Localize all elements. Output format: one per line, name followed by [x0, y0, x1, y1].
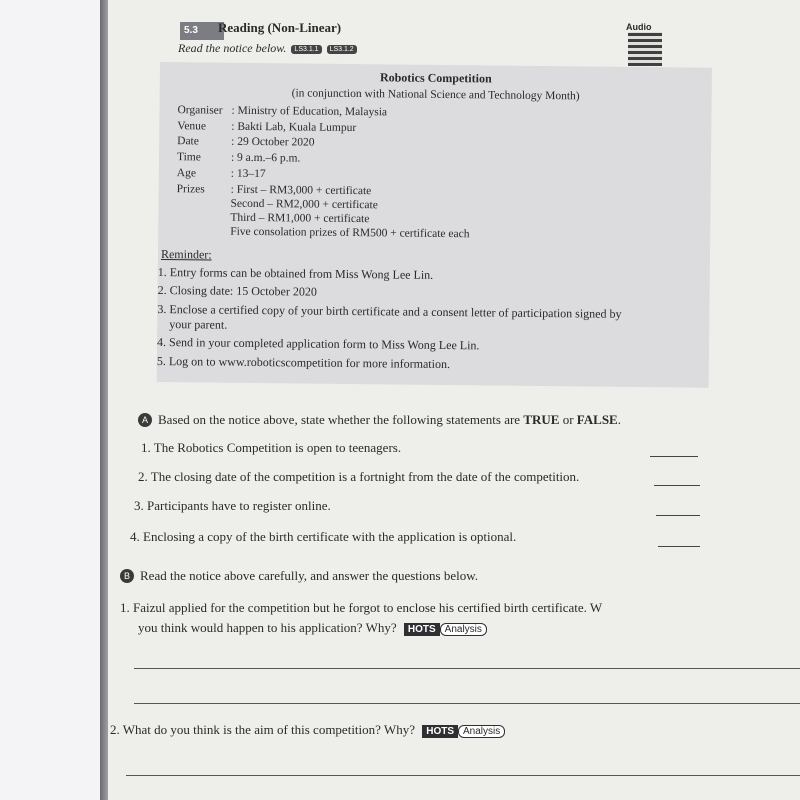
reminder-item: 3. Enclose a certified copy of your birth certificate and a consent letter of participation signed by — [157, 301, 622, 321]
answer-blank[interactable] — [658, 546, 700, 547]
detail-prizes — [177, 183, 372, 197]
notice-subtitle: (in conjunction with National Science and Technology Month) — [291, 87, 580, 103]
question-a1: 1. The Robotics Competition is open to teenagers. — [141, 440, 402, 455]
detail-value: : Ministry of Education, Malaysia — [231, 104, 388, 119]
workbook-page — [108, 0, 800, 800]
qr-code-icon[interactable] — [628, 32, 662, 66]
question-b1-line1: 1. Faizul applied for the competition but he forgot to enclose his certified birth certificate. W — [120, 600, 603, 615]
part-a-instruction: A Based on the notice above, state whether the following statements are TRUE or FALSE. — [138, 412, 621, 428]
detail-value: : 9 a.m.–6 p.m. — [230, 151, 301, 165]
detail-label: Age — [176, 167, 197, 180]
instruction-text: Read the notice below. — [178, 41, 287, 55]
detail-value: : Bakti Lab, Kuala Lumpur — [231, 120, 357, 135]
section-number: 5.3 — [180, 22, 224, 40]
standard-badge: LS3.1.2 — [327, 45, 357, 54]
reminder-item: 5. Log on to www.roboticscompetition for more information. — [156, 353, 451, 372]
question-a4: 4. Enclosing a copy of the birth certificate with the application is optional. — [130, 529, 517, 544]
reminder-heading: Reminder: — [160, 247, 212, 262]
answer-blank[interactable] — [654, 485, 700, 486]
answer-line[interactable] — [126, 775, 800, 776]
detail-time — [177, 151, 300, 164]
notice-title: Robotics Competition — [379, 70, 492, 86]
section-title: Reading (Non-Linear) — [218, 20, 342, 35]
detail-label: Prizes — [176, 183, 205, 196]
detail-label: Organiser — [177, 104, 223, 117]
detail-date — [177, 135, 314, 148]
question-a2: 2. The closing date of the competition is a fortnight from the date of the competition. — [138, 469, 580, 484]
prize-consolation: Five consolation prizes of RM500 + certificate each — [230, 225, 470, 241]
answer-blank[interactable] — [656, 515, 700, 516]
answer-blank[interactable] — [650, 456, 698, 457]
detail-value: : 13–17 — [230, 167, 266, 181]
notice-box — [157, 62, 712, 388]
detail-label: Time — [176, 151, 201, 164]
detail-organiser — [177, 104, 387, 118]
reminder-item-continued: your parent. — [169, 317, 228, 332]
prize-second: Second – RM2,000 + certificate — [230, 197, 378, 212]
question-b1-line2: you think would happen to his application? Why? HOTS Analysis — [138, 620, 487, 636]
answer-line[interactable] — [134, 703, 800, 704]
detail-venue — [177, 120, 356, 134]
hots-badge: HOTS — [404, 623, 440, 636]
answer-line[interactable] — [134, 668, 800, 669]
prize-third: Third – RM1,000 + certificate — [230, 211, 370, 226]
detail-value: : 29 October 2020 — [231, 135, 315, 149]
detail-label: Venue — [177, 120, 207, 133]
hots-badge: HOTS — [422, 725, 458, 738]
analysis-badge: Analysis — [440, 623, 487, 636]
part-b-badge: B — [120, 569, 134, 583]
reminder-item: 2. Closing date: 15 October 2020 — [157, 282, 317, 299]
part-a-badge: A — [138, 413, 152, 427]
instruction — [178, 41, 357, 56]
detail-age — [177, 167, 266, 180]
analysis-badge: Analysis — [458, 725, 505, 738]
reminder-item: 1. Entry forms can be obtained from Miss Wong Lee Lin. — [157, 264, 434, 282]
part-b-instruction: B Read the notice above carefully, and answer the questions below. — [120, 568, 478, 584]
question-a3: 3. Participants have to register online. — [134, 498, 331, 513]
detail-value: : First – RM3,000 + certificate — [230, 183, 372, 198]
standard-badge: LS3.1.1 — [291, 45, 321, 54]
reminder-item: 4. Send in your completed application form to Miss Wong Lee Lin. — [156, 334, 480, 353]
detail-label: Date — [177, 135, 199, 148]
audio-label: Audio — [626, 22, 652, 32]
book-binding — [0, 0, 100, 800]
question-b2: 2. What do you think is the aim of this competition? Why? HOTS Analysis — [110, 722, 505, 738]
